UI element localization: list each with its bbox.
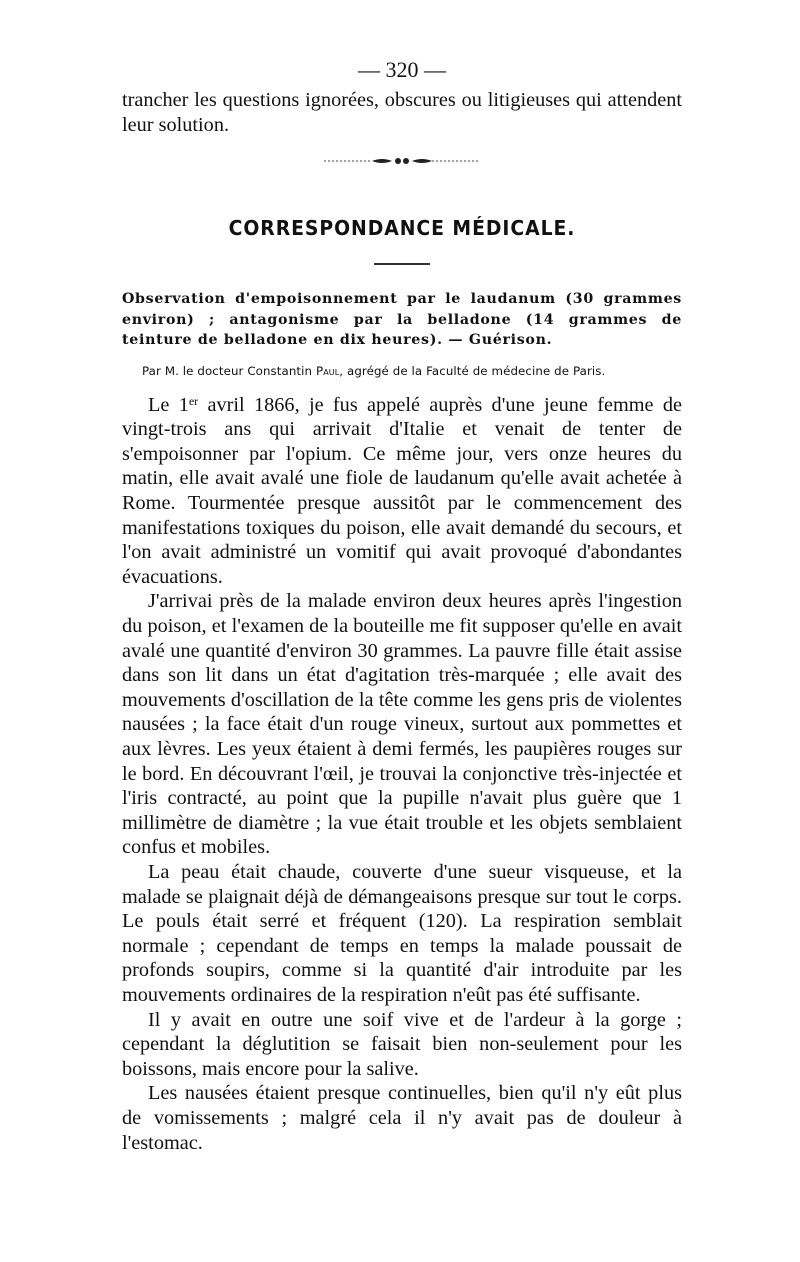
p1-rest: avril 1866, je fus appelé auprès d'une jeune femme de vingt-trois ans qui arrivait d'Italie et venait de tenter de s'empoisonner par l'opium. Ce même jour, vers onze heures du matin, elle avait avalé une fiole de laudanum qu'elle avait achetée à Rome. Tourmentée presque aussitôt par le commencement des manifestations toxiques du poison, elle avait demandé du secours, et l'on avait administré un vomitif qui avait provoqué d'abondantes évacuations. xyxy=(122,393,682,588)
paragraph-3: La peau était chaude, couverte d'une sueur visqueuse, et la malade se plaignait déjà de démangeaisons presque sur tout le corps. Le pouls était serré et fréquent (120). La respiration semblait normale ; cependant de temps en temps la malade poussait de profonds soupirs, comme si la quantité d'air introduite par les mouvements ordinaires de la respiration n'eût pas été suffisante. xyxy=(122,860,682,1006)
byline-prefix: Par M. le docteur Constantin xyxy=(142,363,313,378)
observation-title: Observation d'empoisonnement par le laudanum (30 grammes environ) ; antagonisme par la belladone (14 grammes de teinture de belladone en dix heures). — Guérison. xyxy=(122,291,682,349)
paragraph-5: Les nausées étaient presque continuelles, bien qu'il n'y eût plus de vomissements ; malgré cela il n'y avait pas de douleur à l'estomac. xyxy=(122,1082,682,1154)
p1-sup: er xyxy=(188,393,199,408)
p1-start: Le 1 xyxy=(148,393,189,416)
page-number: — 320 — xyxy=(358,57,446,82)
article-body xyxy=(122,393,682,1155)
paragraph-1 xyxy=(122,393,682,590)
byline xyxy=(122,363,682,379)
ornament-icon xyxy=(322,155,482,167)
section-title: CORRESPONDANCE MÉDICALE. xyxy=(228,216,576,241)
byline-author: Paul xyxy=(315,363,340,378)
title-rule xyxy=(374,263,430,265)
paragraph-2: J'arrivai près de la malade environ deux heures après l'ingestion du poison, et l'examen de la bouteille me fit supposer qu'elle en avait avalé une quantité d'environ 30 grammes. La pauvre fille était assise dans son lit dans un état d'agitation très-marquée ; elle avait des mouvements d'oscillation de la tête comme les gens pris de violentes nausées ; la face était d'un rouge vineux, surtout aux pommettes et aux lèvres. Les yeux étaient à demi fermés, les paupières rouges sur le bord. En découvrant l'œil, je trouvai la conjonctive très-injectée et l'iris contracté, au point que la pupille n'avait plus guère que 1 millimètre de diamètre ; la vue était trouble et les objets semblaient confus et mobiles. xyxy=(122,590,682,859)
byline-suffix: , agrégé de la Faculté de médecine de Paris. xyxy=(339,363,606,378)
intro-paragraph: trancher les questions ignorées, obscures ou litigieuses qui attendent leur solution. xyxy=(122,89,682,136)
paragraph-4: Il y avait en outre une soif vive et de l'ardeur à la gorge ; cependant la déglutition se faisait bien non-seulement pour les boissons, mais encore pour la salive. xyxy=(122,1008,682,1080)
ornamental-divider xyxy=(122,155,682,167)
